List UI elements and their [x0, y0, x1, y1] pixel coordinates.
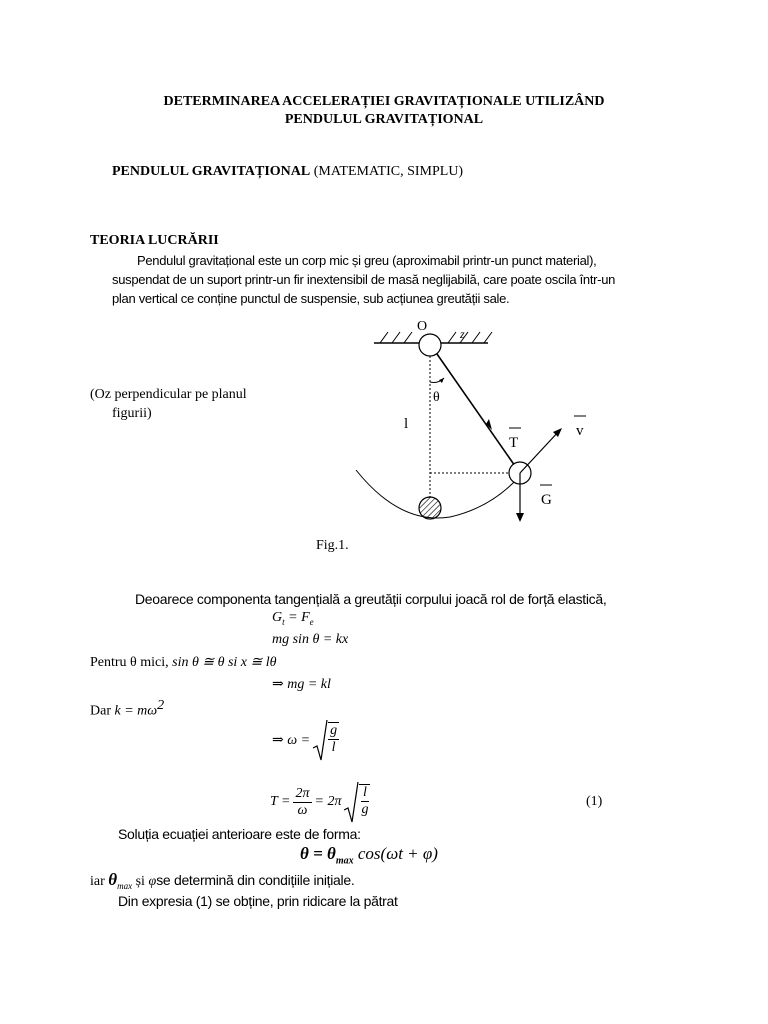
label-T: T [509, 435, 519, 451]
derivation-intro: Deoarece componenta tangențială a greutății corpului joacă rol de forță elastică, [135, 591, 607, 607]
period-numerator: 2π [295, 785, 310, 801]
paragraph-line-1: Pendulul gravitațional este un corp mic și greu (aproximabil printr-un punct material), [137, 253, 597, 268]
subtitle-normal: (MATEMATIC, SIMPLU) [313, 164, 464, 179]
small-angle-prefix: Pentru θ mici, [90, 655, 169, 670]
page-title-line1: DETERMINAREA ACCELERAȚIEI GRAVITAȚIONALE UTILIZÂND [163, 94, 605, 109]
label-G: G [541, 492, 552, 508]
paragraph-line-3: plan vertical ce conține punctul de suspensie, sub acțiunea greutății sale. [112, 291, 510, 306]
label-v: v [576, 423, 584, 439]
bob-equilibrium [419, 497, 441, 519]
equation-mg-kl: ⇒ mg = kl [272, 677, 331, 692]
dar-equation: k = mω [114, 703, 158, 719]
eq1-rhs: = F [288, 610, 310, 625]
subtitle-bold: PENDULUL GRAVITAȚIONAL [112, 164, 311, 179]
period-root-fraction [359, 784, 370, 818]
equation-number: (1) [586, 794, 603, 809]
subtitle [112, 164, 463, 180]
pendulum-string [437, 354, 515, 466]
small-angle-equation: sin θ ≅ θ si x ≅ lθ [172, 655, 277, 670]
period-root-numerator: l [363, 785, 367, 800]
label-z: z [460, 327, 465, 341]
period-fraction [293, 786, 311, 819]
pivot-point [419, 334, 441, 356]
period-denominator: ω [297, 802, 308, 818]
omega-denominator: l [331, 740, 336, 755]
equation-omega [272, 718, 339, 762]
period-middle: = 2π [314, 794, 342, 809]
solution-lhs: θ = θ [300, 844, 336, 863]
equation-force-balance [272, 610, 314, 627]
solution-text: Soluția ecuației anterioare este de forma: [118, 826, 361, 842]
omega-numerator: g [330, 723, 338, 738]
period-lhs: T = [270, 794, 291, 809]
solution-sub: max [335, 855, 354, 867]
label-O: O [417, 319, 428, 334]
figure-note-line1: (Oz perpendicular pe planul [90, 387, 247, 402]
period-sqrt-symbol [343, 780, 359, 824]
omega-lhs: ⇒ ω = [272, 732, 311, 748]
iar-phi: φ [148, 874, 157, 889]
dar-superscript: 2 [157, 698, 165, 713]
equation-period [270, 780, 370, 824]
small-angle-line [90, 654, 277, 671]
figure-note-line2: figurii) [112, 406, 152, 421]
label-theta: θ [433, 390, 440, 405]
solution-equation [300, 844, 438, 866]
dar-prefix: Dar [90, 703, 111, 719]
page-title-line2: PENDULUL GRAVITAȚIONAL [284, 112, 484, 127]
dar-line [90, 698, 164, 720]
sqrt-symbol [312, 718, 328, 762]
iar-theta: θ [108, 870, 118, 889]
velocity-vector [520, 430, 560, 473]
solution-rhs: cos(ωt + φ) [357, 844, 438, 863]
last-line: Din expresia (1) se obține, prin ridicare la pătrat [118, 893, 398, 909]
iar-prefix: iar [90, 874, 105, 889]
omega-fraction [328, 722, 339, 756]
label-l: l [404, 416, 409, 432]
period-root-denominator: g [361, 802, 369, 817]
initial-conditions-line [90, 870, 354, 891]
eq1-rhs-sub: e [309, 616, 314, 627]
iar-rest: se determină din condițiile inițiale. [156, 872, 355, 888]
iar-sub: max [117, 880, 133, 891]
pendulum-figure [340, 310, 584, 530]
eq1-lhs: G [272, 610, 283, 625]
paragraph-line-2: suspendat de un suport printr-un fir inextensibil de masă neglijabilă, care poate oscila într-un [112, 272, 616, 287]
iar-mid: și [135, 874, 145, 889]
eq1-lhs-sub: t [282, 616, 285, 627]
section-heading: TEORIA LUCRĂRII [90, 233, 219, 248]
figure-caption: Fig.1. [316, 538, 349, 553]
equation-mg-sin: mg sin θ = kx [272, 632, 349, 647]
